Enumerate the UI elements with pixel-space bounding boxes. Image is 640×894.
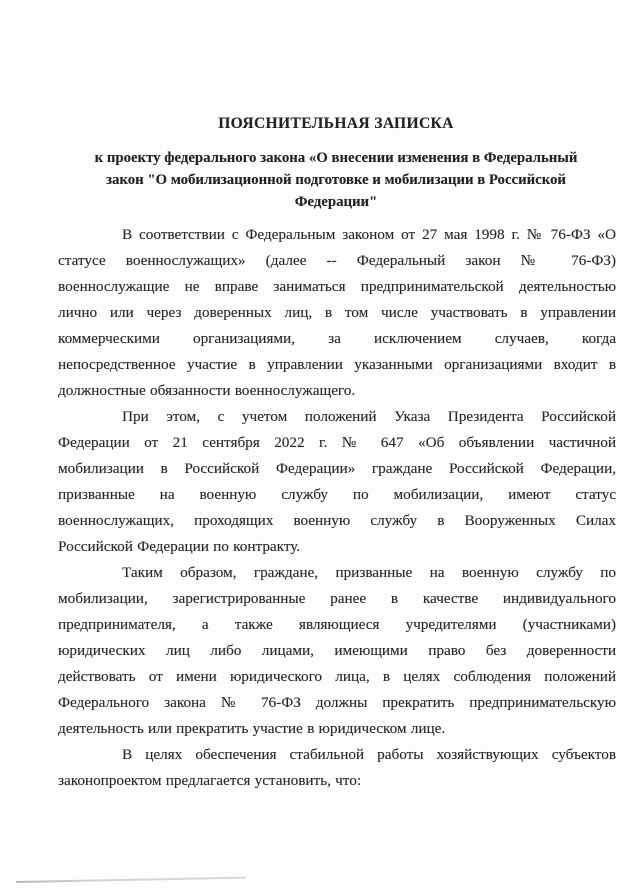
document-title: ПОЯСНИТЕЛЬНАЯ ЗАПИСКА [218, 115, 454, 132]
body-line: В целях обеспечения стабильной работы хозяйствующих субъектов [122, 746, 616, 763]
body-line: В соответствии с Федеральным законом от 27 мая 1998 г. № 76-ФЗ «О [122, 226, 616, 243]
body-line: Российской Федерации по контракту. [58, 538, 301, 555]
body-line: мобилизации в Российской Федерации» граждане Российской Федерации, [58, 460, 616, 477]
body-line: При этом, с учетом положений Указа Президента Российской [122, 408, 616, 425]
paragraph [58, 560, 616, 742]
body-line: Федерации от 21 сентября 2022 г. № 647 «Об объявлении частичной [58, 434, 616, 451]
body-line: военнослужащие не вправе заниматься предпринимательской деятельностью [58, 278, 616, 295]
paragraph [58, 222, 616, 404]
body-line: законопроектом предлагается установить, что: [58, 772, 362, 789]
body-line: должностные обязанности военнослужащего. [58, 382, 356, 399]
body-line: военнослужащих, проходящих военную службу в Вооруженных Силах [58, 512, 616, 529]
document-subtitle-line: закон "О мобилизационной подготовке и мобилизации в Российской [106, 172, 566, 188]
body-line: юридических лиц либо лицами, имеющими право без доверенности [58, 642, 616, 659]
body-line: статусе военнослужащих» (далее -- Федеральный закон № 76-ФЗ) [58, 252, 616, 269]
document-subtitle [50, 147, 622, 213]
document-subtitle-line: Федерации" [294, 194, 378, 210]
body-line: лично или через доверенных лиц, в том числе участвовать в управлении [58, 304, 616, 321]
paragraph [58, 742, 616, 794]
paragraph [58, 404, 616, 560]
body-line: коммерческими организациями, за исключением случаев, когда [58, 330, 616, 347]
document-body [58, 222, 616, 794]
body-line: Таким образом, граждане, призванные на военную службу по [122, 564, 616, 581]
body-line: Федерального закона № 76-ФЗ должны прекратить предпринимательскую [58, 694, 616, 711]
body-line: действовать от имени юридического лица, в целях соблюдения положений [58, 668, 616, 685]
document-subtitle-line: к проекту федерального закона «О внесении изменения в Федеральный [94, 150, 578, 166]
body-line: мобилизации, зарегистрированные ранее в качестве индивидуального [58, 590, 616, 607]
body-line: призванные на военную службу по мобилизации, имеют статус [58, 486, 616, 503]
scan-artifact-line [16, 877, 246, 883]
body-line: деятельность или прекратить участие в юридическом лице. [58, 720, 446, 737]
body-line: предпринимателя, а также являющиеся учредителями (участниками) [58, 616, 616, 633]
body-line: непосредственное участие в управлении указанными организациями входит в [58, 356, 616, 373]
